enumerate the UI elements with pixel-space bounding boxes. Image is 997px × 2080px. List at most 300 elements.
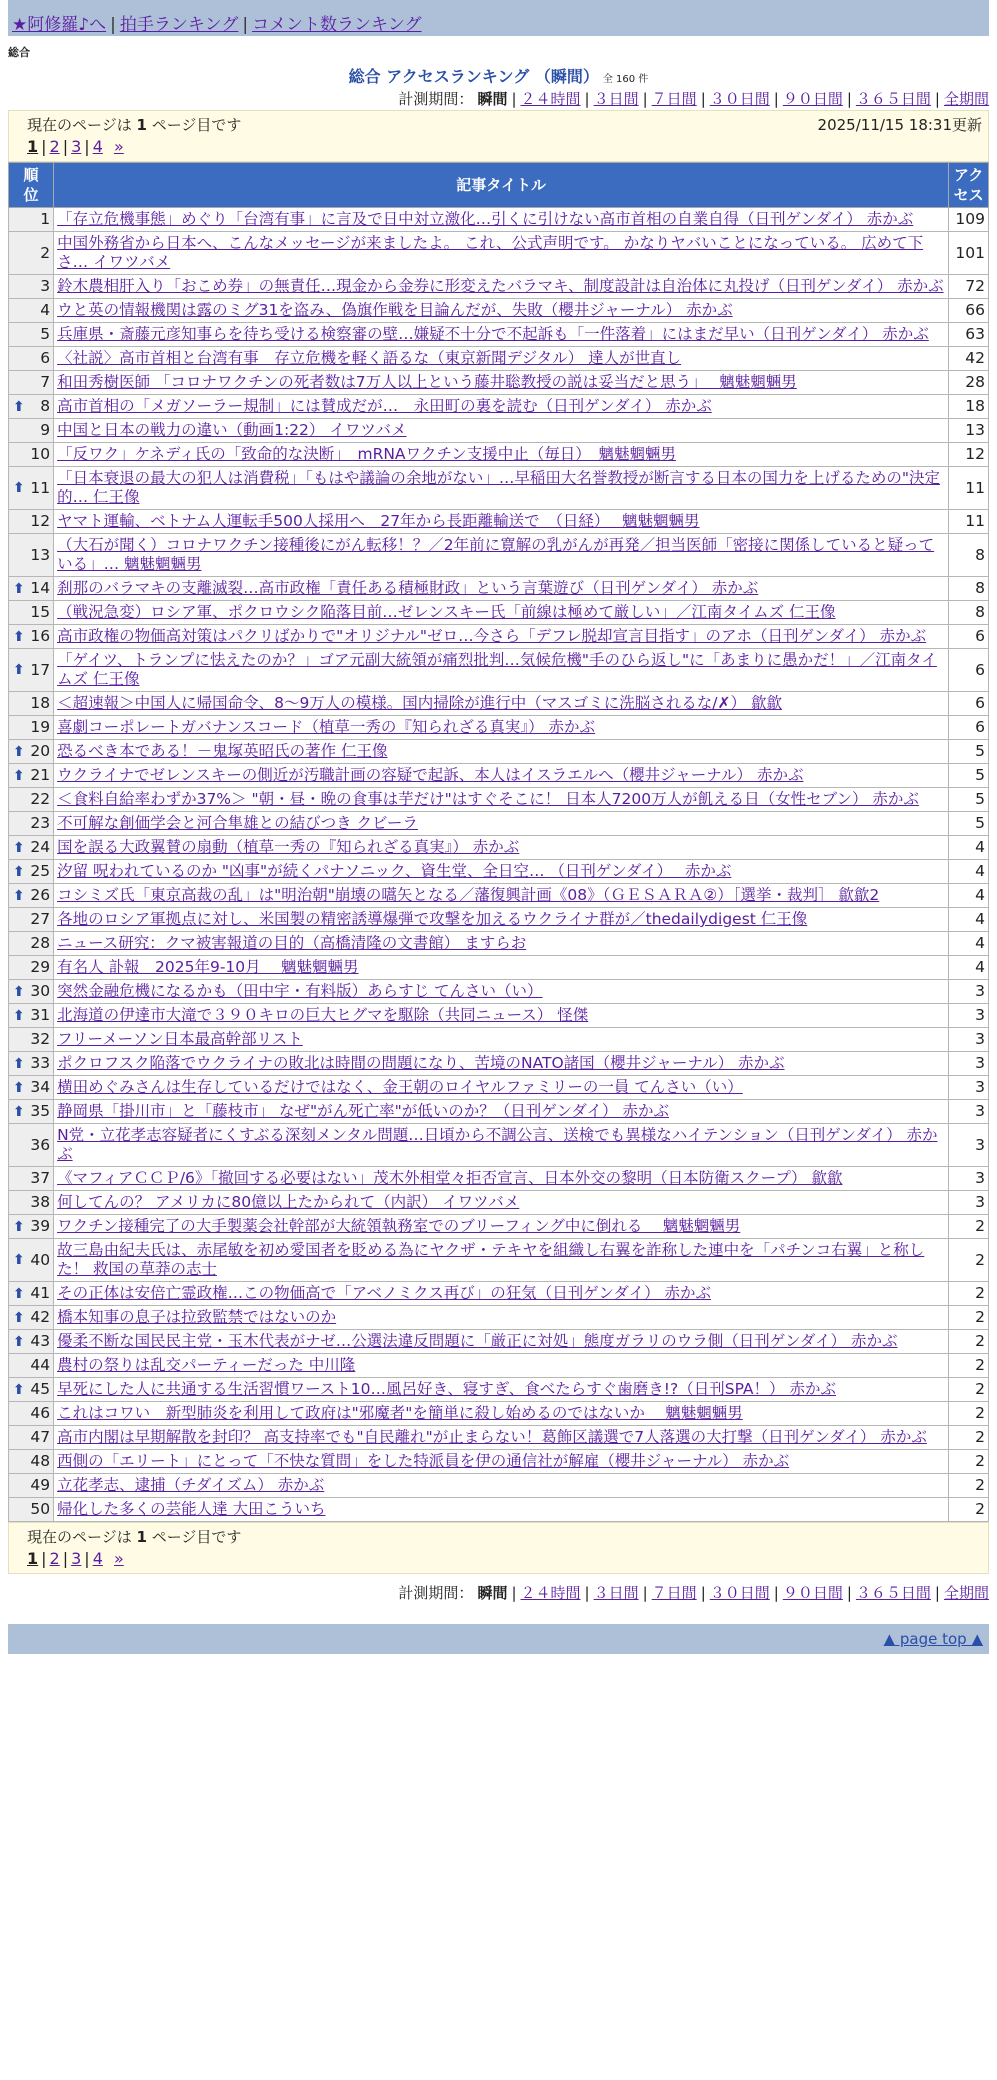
rank-cell [9, 1330, 54, 1354]
rank-cell [9, 908, 54, 932]
title-cell [54, 1004, 949, 1028]
rank-number: 21 [30, 766, 51, 784]
rank-number: 11 [30, 478, 51, 497]
title-cell [54, 577, 949, 601]
access-count-cell: 4 [949, 884, 989, 908]
rank-number: 34 [30, 1078, 51, 1096]
home-link[interactable]: ★阿修羅♪へ [12, 15, 107, 35]
rank-number: 2 [40, 243, 51, 262]
rank-cell [9, 275, 54, 299]
article-title-link[interactable]: 北海道の伊達市大滝で３９０キロの巨大ヒグマを駆除（共同ニュース） 怪傑 [57, 1006, 589, 1024]
table-row [9, 836, 989, 860]
title-cell [54, 1028, 949, 1052]
article-title-link[interactable]: 恐るべき本である！－鬼塚英昭氏の著作 仁王像 [57, 742, 388, 760]
table-row [9, 208, 989, 232]
nav-separator: | [242, 15, 249, 35]
rank-number: 3 [40, 277, 51, 295]
rank-number: 13 [30, 545, 51, 564]
rank-cell [9, 1052, 54, 1076]
table-row [9, 649, 989, 692]
article-title-link[interactable]: フリーメーソン日本最高幹部リスト [57, 1030, 303, 1048]
rank-number: 40 [30, 1250, 51, 1269]
article-title-link[interactable]: 「存立危機事態」めぐり「台湾有事」に言及で日中対立激化…引くに引けない高市首相の自業自得（日刊ゲンダイ） 赤かぶ [57, 210, 914, 228]
rank-cell [9, 1378, 54, 1402]
rank-number: 10 [30, 445, 51, 463]
rank-cell [9, 323, 54, 347]
title-cell [54, 510, 949, 534]
access-count-cell: 72 [949, 275, 989, 299]
rank-number: 46 [30, 1404, 51, 1422]
article-title-link[interactable]: 西側の「エリート」にとって「不快な質問」をした特派員を伊の通信社が解雇（櫻井ジャーナル） 赤かぶ [57, 1452, 790, 1470]
up-arrow-icon: ⬆ [13, 480, 25, 496]
table-row [9, 1076, 989, 1100]
title-cell [54, 347, 949, 371]
article-title-link[interactable]: 橋本知事の息子は拉致監禁ではないのか [57, 1308, 337, 1326]
title-cell [54, 812, 949, 836]
access-count-cell: 3 [949, 1124, 989, 1167]
up-arrow-icon: ⬆ [13, 1218, 25, 1235]
up-arrow-icon: ⬆ [13, 839, 25, 856]
article-title-link[interactable]: （戦況急変）ロシア軍、ポクロウシク陥落目前…ゼレンスキー氏「前線は極めて厳しい」／江南タイムズ 仁王像 [57, 603, 836, 621]
article-title-link[interactable]: 和田秀樹医師 「コロナワクチンの死者数は7万人以上という藤井聡教授の説は妥当だと思う」 魑魅魍魎男 [57, 373, 797, 391]
period-separator: | [642, 90, 648, 108]
pager-link[interactable]: 3 [71, 1549, 82, 1568]
rank-number: 36 [30, 1135, 51, 1154]
rank-cell [9, 1474, 54, 1498]
title-cell [54, 371, 949, 395]
period-separator: | [511, 1584, 517, 1602]
access-count-cell: 3 [949, 1100, 989, 1124]
period-link[interactable]: ７日間 [651, 90, 697, 108]
rank-number: 8 [40, 397, 51, 415]
up-arrow-icon: ⬆ [13, 662, 25, 678]
article-title-link[interactable]: 早死にした人に共通する生活習慣ワースト10…風呂好き、寝すぎ、食べたらすぐ歯磨き!?（日刊SPA！） 赤かぶ [57, 1380, 836, 1398]
rank-cell [9, 1124, 54, 1167]
period-link[interactable]: ３０日間 [709, 1584, 770, 1602]
rank-cell [9, 534, 54, 577]
rank-number: 28 [30, 934, 51, 952]
rank-number: 15 [30, 603, 51, 621]
pager-bottom [27, 1549, 978, 1568]
ranking-heading [0, 64, 997, 86]
rank-cell [9, 577, 54, 601]
up-arrow-icon: ⬆ [13, 863, 25, 880]
rank-cell [9, 443, 54, 467]
table-row [9, 764, 989, 788]
access-count-cell: 2 [949, 1378, 989, 1402]
article-title-link[interactable]: 何してんの？ アメリカに80億以上たかられて（内訳） イワツバメ [57, 1193, 520, 1211]
rank-cell [9, 932, 54, 956]
access-count-cell: 6 [949, 649, 989, 692]
title-cell [54, 1354, 949, 1378]
article-title-link[interactable]: 各地のロシア軍拠点に対し、米国製の精密誘導爆弾で攻撃を加えるウクライナ群が／thedailydigest 仁王像 [57, 910, 808, 928]
table-row [9, 1402, 989, 1426]
pager-separator: | [41, 1549, 47, 1568]
table-row [9, 275, 989, 299]
access-count-cell: 2 [949, 1306, 989, 1330]
rank-cell [9, 232, 54, 275]
access-count-cell: 101 [949, 232, 989, 275]
period-separator: | [934, 1584, 940, 1602]
article-title-link[interactable]: ワクチン接種完了の大手製薬会社幹部が大統領執務室でのブリーフィング中に倒れる 魑魅魍魎男 [57, 1217, 741, 1235]
rank-cell [9, 1402, 54, 1426]
up-arrow-icon: ⬆ [13, 1103, 25, 1120]
period-current: 瞬間 [477, 1584, 508, 1602]
period-selector-bottom [8, 1582, 989, 1604]
access-count-cell: 4 [949, 836, 989, 860]
rank-number: 9 [40, 421, 51, 439]
article-title-link[interactable]: 優柔不断な国民民主党・玉木代表がナゼ…公選法違反問題に「厳正に対処」態度ガラリのウラ側（日刊ゲンダイ） 赤かぶ [57, 1332, 898, 1350]
rank-number: 30 [30, 982, 51, 1000]
table-row [9, 1378, 989, 1402]
pager-next-link[interactable]: » [113, 1549, 124, 1568]
access-count-cell: 3 [949, 980, 989, 1004]
article-title-link[interactable]: ポクロフスク陥落でウクライナの敗北は時間の問題になり、苦境のNATO諸国（櫻井ジャーナル） 赤かぶ [57, 1054, 785, 1072]
footer-bar [8, 1624, 989, 1654]
access-count-cell: 8 [949, 577, 989, 601]
period-separator: | [642, 1584, 648, 1602]
table-row [9, 788, 989, 812]
table-row [9, 1124, 989, 1167]
access-count-cell: 12 [949, 443, 989, 467]
up-arrow-icon: ⬆ [13, 1381, 25, 1398]
period-link[interactable]: ２４時間 [520, 1584, 581, 1602]
rank-number: 49 [30, 1476, 51, 1494]
title-cell [54, 1076, 949, 1100]
article-title-link[interactable]: これはコワい 新型肺炎を利用して政府は"邪魔者"を簡単に殺し始めるのではないか 魑魅魍魎男 [57, 1404, 743, 1422]
rank-number: 27 [30, 910, 51, 928]
rank-cell [9, 208, 54, 232]
period-link[interactable]: 全期間 [943, 90, 989, 108]
pager-spacer [106, 137, 111, 156]
rank-cell [9, 788, 54, 812]
col-count-header-text: アクセス [953, 166, 984, 204]
rank-number: 48 [30, 1452, 51, 1470]
article-title-link[interactable]: 喜劇コーポレートガバナンスコード（植草一秀の『知られざる真実』） 赤かぶ [57, 718, 596, 736]
title-cell [54, 1330, 949, 1354]
access-count-cell: 3 [949, 1028, 989, 1052]
up-arrow-icon: ⬆ [13, 1333, 25, 1350]
rank-number: 42 [30, 1308, 51, 1326]
pager-separator: | [84, 137, 90, 156]
rank-cell [9, 716, 54, 740]
page-info-top [8, 110, 989, 162]
rank-cell [9, 1354, 54, 1378]
rank-cell [9, 1450, 54, 1474]
title-cell [54, 932, 949, 956]
title-cell [54, 1498, 949, 1522]
article-title-link[interactable]: ヤマト運輸、ベトナム人運転手500人採用へ 27年から長距離輸送で （日経） 魑魅魍魎男 [57, 512, 700, 530]
table-row [9, 1004, 989, 1028]
article-title-link[interactable]: 中国と日本の戦力の違い（動画1:22） イワツバメ [57, 421, 407, 439]
access-count-cell: 4 [949, 860, 989, 884]
article-title-link[interactable]: ウと英の情報機関は露のミグ31を盗み、偽旗作戦を目論んだが、失敗（櫻井ジャーナル） 赤かぶ [57, 301, 733, 319]
nav-separator: | [110, 15, 116, 35]
table-row [9, 908, 989, 932]
period-link[interactable]: ７日間 [651, 1584, 697, 1602]
table-header-row [9, 163, 989, 208]
access-count-cell: 11 [949, 467, 989, 510]
access-count-cell: 11 [949, 510, 989, 534]
rank-cell [9, 1100, 54, 1124]
rank-cell [9, 884, 54, 908]
title-cell [54, 980, 949, 1004]
table-row [9, 323, 989, 347]
rank-cell [9, 980, 54, 1004]
up-arrow-icon: ⬆ [13, 1007, 25, 1024]
article-title-link[interactable]: 刹那のバラマキの支離滅裂…高市政権「責任ある積極財政」という言葉遊び（日刊ゲンダイ） 赤かぶ [57, 579, 759, 597]
table-row [9, 716, 989, 740]
table-row [9, 510, 989, 534]
period-link[interactable]: ３６５日間 [855, 90, 931, 108]
table-row [9, 395, 989, 419]
rank-cell [9, 510, 54, 534]
access-count-cell: 3 [949, 1191, 989, 1215]
table-row [9, 1239, 989, 1282]
up-arrow-icon: ⬆ [13, 1079, 25, 1096]
rank-number: 7 [40, 373, 51, 391]
title-cell [54, 716, 949, 740]
table-row [9, 1450, 989, 1474]
rank-number: 47 [30, 1428, 51, 1446]
rank-cell [9, 764, 54, 788]
rank-cell [9, 371, 54, 395]
title-cell [54, 740, 949, 764]
article-title-link[interactable]: ＜超速報＞中国人に帰国命令、8～9万人の模様。国内掃除が進行中（マスゴミに洗脳されるな/✗） 歙歙 [57, 694, 782, 712]
title-cell [54, 275, 949, 299]
access-count-cell: 3 [949, 1076, 989, 1100]
pager-link[interactable]: 3 [71, 137, 82, 156]
article-title-link[interactable]: ニュース研究：クマ被害報道の目的（高橋清隆の文書館） ますらお [57, 934, 527, 952]
rank-number: 17 [30, 660, 51, 679]
access-count-cell: 2 [949, 1215, 989, 1239]
table-row [9, 601, 989, 625]
rank-cell [9, 1004, 54, 1028]
period-separator: | [846, 90, 852, 108]
article-title-link[interactable]: N党・立花孝志容疑者にくすぶる深刻メンタル問題…日頃から不調公言、送検でも異様なハイテンション（日刊ゲンダイ） 赤かぶ [57, 1126, 938, 1163]
col-title-header: 記事タイトル [54, 163, 949, 208]
rank-number: 43 [30, 1332, 51, 1350]
up-arrow-icon: ⬆ [13, 1285, 25, 1302]
article-title-link[interactable]: 鈴木農相肝入り「おこめ券」の無責任…現金から金券に形変えたバラマキ、制度設計は自治体に丸投げ（日刊ゲンダイ） 赤かぶ [57, 277, 944, 295]
pager-separator: | [84, 1549, 90, 1568]
period-current: 瞬間 [477, 90, 508, 108]
title-cell [54, 395, 949, 419]
page-info-bottom [8, 1522, 989, 1574]
rank-number: 26 [30, 886, 51, 904]
rank-cell [9, 347, 54, 371]
rank-cell [9, 692, 54, 716]
access-count-cell: 2 [949, 1498, 989, 1522]
article-title-link[interactable]: ＜食料自給率わずか37%＞ "朝・昼・晩の食事は芋だけ"はすぐそこに！ 日本人7200万人が飢える日（女性セブン） 赤かぶ [57, 790, 919, 808]
up-arrow-icon: ⬆ [13, 398, 25, 415]
article-title-link[interactable]: 汐留 呪われているのか "凶事"が続くパナソニック、資生堂、全日空… （日刊ゲンダイ） 赤かぶ [57, 862, 732, 880]
table-row [9, 419, 989, 443]
period-link[interactable]: ３日間 [593, 90, 639, 108]
rank-cell [9, 1191, 54, 1215]
access-count-cell: 13 [949, 419, 989, 443]
access-count-cell: 4 [949, 956, 989, 980]
page-top-link[interactable]: ▲ page top ▲ [883, 1630, 983, 1648]
up-arrow-icon: ⬆ [13, 580, 25, 597]
rank-number: 16 [30, 627, 51, 645]
table-row [9, 1282, 989, 1306]
rank-cell [9, 419, 54, 443]
table-row [9, 1215, 989, 1239]
title-cell [54, 649, 949, 692]
rank-cell [9, 1498, 54, 1522]
access-count-cell: 2 [949, 1402, 989, 1426]
title-cell [54, 1239, 949, 1282]
title-cell [54, 232, 949, 275]
period-link[interactable]: ９０日間 [782, 1584, 843, 1602]
title-cell [54, 601, 949, 625]
title-cell [54, 534, 949, 577]
article-title-link[interactable]: 国を誤る大政翼賛の扇動（植草一秀の『知られざる真実』） 赤かぶ [57, 838, 520, 856]
article-title-link[interactable]: 立花孝志、逮捕（チダイズム） 赤かぶ [57, 1476, 325, 1494]
period-selector-top [8, 88, 989, 110]
rank-number: 29 [30, 958, 51, 976]
article-title-link[interactable]: 高市内閣は早期解散を封印？ 高支持率でも"自民離れ"が止まらない！葛飾区議選で7人落選の大打撃（日刊ゲンダイ） 赤かぶ [57, 1428, 927, 1446]
up-arrow-icon: ⬆ [13, 743, 25, 760]
rank-cell [9, 1028, 54, 1052]
rank-cell [9, 1426, 54, 1450]
table-row [9, 884, 989, 908]
top-nav-bar [8, 0, 989, 36]
ranking-table [8, 162, 989, 1522]
access-count-cell: 18 [949, 395, 989, 419]
title-cell [54, 1306, 949, 1330]
article-title-link[interactable]: 兵庫県・斎藤元彦知事らを待ち受ける検察審の壁…嫌疑不十分で不起訴も「一件落着」にはまだ早い（日刊ゲンダイ） 赤かぶ [57, 325, 929, 343]
access-count-cell: 2 [949, 1239, 989, 1282]
article-title-link[interactable]: その正体は安倍亡霊政権…この物価高で「アベノミクス再び」の狂気（日刊ゲンダイ） 赤かぶ [57, 1284, 711, 1302]
title-cell [54, 443, 949, 467]
title-cell [54, 467, 949, 510]
period-label: 計測期間： [398, 1584, 474, 1602]
pager-next-link[interactable]: » [113, 137, 124, 156]
rank-number: 38 [30, 1193, 51, 1211]
title-cell [54, 836, 949, 860]
article-title-link[interactable]: 高市首相の「メガソーラー規制」には賛成だが… 永田町の裏を読む（日刊ゲンダイ） 赤かぶ [57, 397, 712, 415]
article-title-link[interactable]: 《マフィアＣＣＰ/6》「撤回する必要はない」茂木外相堂々拒否宣言、日本外交の黎明（日本防衛スクープ） 歙歙 [57, 1169, 843, 1187]
table-row [9, 371, 989, 395]
title-cell [54, 692, 949, 716]
article-title-link[interactable]: 「日本衰退の最大の犯人は消費税」「もはや議論の余地がない」…早稲田大名誉教授が断言する日本の国力を上げるための"決定的… 仁王像 [57, 469, 940, 506]
article-title-link[interactable]: （大石が聞く）コロナワクチン接種後にがん転移！？／2年前に寛解の乳がんが再発／担当医師「密接に関係していると疑っている」… 魑魅魍魎男 [57, 536, 935, 573]
article-title-link[interactable]: 〈社説〉高市首相と台湾有事 存立危機を軽く語るな（東京新聞デジタル） 達人が世直し [57, 349, 682, 367]
article-title-link[interactable]: 突然金融危機になるかも（田中宇・有料版）あらすじ てんさい（い） [57, 982, 543, 1000]
period-link[interactable]: ３日間 [593, 1584, 639, 1602]
period-link[interactable]: ３０日間 [709, 90, 770, 108]
article-title-link[interactable]: 有名人 訃報 2025年9-10月 魑魅魍魎男 [57, 958, 359, 976]
table-row [9, 443, 989, 467]
article-title-link[interactable]: 農村の祭りは乱交パーティーだった 中川隆 [57, 1356, 356, 1374]
rank-number: 50 [30, 1500, 51, 1518]
category-label: 総合 [8, 46, 30, 59]
article-title-link[interactable]: 静岡県「掛川市」と「藤枝市」 なぜ"がん死亡率"が低いのか？（日刊ゲンダイ） 赤かぶ [57, 1102, 669, 1120]
period-separator: | [584, 90, 590, 108]
period-link[interactable]: ２４時間 [520, 90, 581, 108]
period-separator: | [700, 90, 706, 108]
article-title-link[interactable]: ウクライナでゼレンスキーの側近が汚職計画の容疑で起訴、本人はイスラエルへ（櫻井ジャーナル） 赤かぶ [57, 766, 804, 784]
rank-cell [9, 860, 54, 884]
table-row [9, 980, 989, 1004]
period-link[interactable]: 全期間 [943, 1584, 989, 1602]
period-link[interactable]: ３６５日間 [855, 1584, 931, 1602]
article-title-link[interactable]: コシミズ氏「東京高裁の乱」は"明治朝"崩壊の嚆矢となる／藩復興計画《08》（ＧＥＳＡＲＡ②）［選挙・裁判］ 歙歙2 [57, 886, 880, 904]
period-link[interactable]: ９０日間 [782, 90, 843, 108]
period-separator: | [511, 90, 517, 108]
rank-number: 5 [40, 325, 51, 343]
title-cell [54, 323, 949, 347]
rank-cell [9, 1167, 54, 1191]
rank-cell [9, 467, 54, 510]
rank-cell [9, 601, 54, 625]
table-row [9, 1498, 989, 1522]
article-title-link[interactable]: 「ゲイツ、トランプに怯えたのか？」ゴア元副大統領が痛烈批判…気候危機"手のひら返し"に「あまりに愚かだ！」／江南タイムズ 仁王像 [57, 651, 937, 688]
pager-link[interactable]: 4 [92, 1549, 103, 1568]
rank-number: 39 [30, 1217, 51, 1235]
rank-cell [9, 1215, 54, 1239]
article-title-link[interactable]: 故三島由紀夫氏は、赤尾敏を初め愛国者を貶める為にヤクザ・テキヤを組織し右翼を詐称した連中を「パチンコ右翼」と称した！ 救国の草莽の志士 [57, 1241, 925, 1278]
rank-number: 14 [30, 579, 51, 597]
rank-number: 4 [40, 301, 51, 319]
access-count-cell: 2 [949, 1330, 989, 1354]
article-title-link[interactable]: 不可解な創価学会と河合隼雄との結びつき クビーラ [57, 814, 418, 832]
title-cell [54, 299, 949, 323]
access-count-cell: 3 [949, 1052, 989, 1076]
access-count-cell: 8 [949, 601, 989, 625]
access-count-cell: 8 [949, 534, 989, 577]
rank-number: 18 [30, 694, 51, 712]
title-cell [54, 1378, 949, 1402]
rank-number: 23 [30, 814, 51, 832]
article-title-link[interactable]: 横田めぐみさんは生存しているだけではなく、金王朝のロイヤルファミリーの一員 てんさい（い） [57, 1078, 743, 1096]
pager-link[interactable]: 2 [49, 137, 60, 156]
access-count-cell: 109 [949, 208, 989, 232]
article-title-link[interactable]: 帰化した多くの芸能人達 大田こういち [57, 1500, 326, 1518]
article-title-link[interactable]: 高市政権の物価高対策はパクリばかりで"オリジナル"ゼロ…今さら「デフレ脱却宣言目指す」のアホ（日刊ゲンダイ） 赤かぶ [57, 627, 927, 645]
rank-number: 1 [40, 210, 51, 228]
pager-link[interactable]: 2 [49, 1549, 60, 1568]
pager-separator: | [41, 137, 47, 156]
rank-number: 22 [30, 790, 51, 808]
table-row [9, 1052, 989, 1076]
title-cell [54, 1426, 949, 1450]
comment-ranking-link[interactable]: コメント数ランキング [252, 15, 422, 35]
up-arrow-icon: ⬆ [13, 1252, 25, 1268]
rank-cell [9, 836, 54, 860]
applause-ranking-link[interactable]: 拍手ランキング [119, 15, 239, 35]
article-title-link[interactable]: 「反ワク」ケネディ氏の「致命的な決断」 mRNAワクチン支援中止（毎日） 魑魅魍魎男 [57, 445, 677, 463]
pager-link[interactable]: 4 [92, 137, 103, 156]
table-row [9, 625, 989, 649]
access-count-cell: 3 [949, 1004, 989, 1028]
title-cell [54, 956, 949, 980]
rank-cell [9, 395, 54, 419]
rank-cell [9, 1282, 54, 1306]
title-cell [54, 1215, 949, 1239]
table-row [9, 534, 989, 577]
title-cell [54, 884, 949, 908]
rank-number: 37 [30, 1169, 51, 1187]
access-count-cell: 66 [949, 299, 989, 323]
up-arrow-icon: ⬆ [13, 628, 25, 645]
rank-number: 33 [30, 1054, 51, 1072]
table-row [9, 1191, 989, 1215]
ranking-title: 総合 アクセスランキング （瞬間） [348, 67, 599, 86]
article-title-link[interactable]: 中国外務省から日本へ、こんなメッセージが来ましたよ。 これ、公式声明です。 かなりヤバいことになっている。 広めて下さ… イワツバメ [57, 234, 924, 271]
